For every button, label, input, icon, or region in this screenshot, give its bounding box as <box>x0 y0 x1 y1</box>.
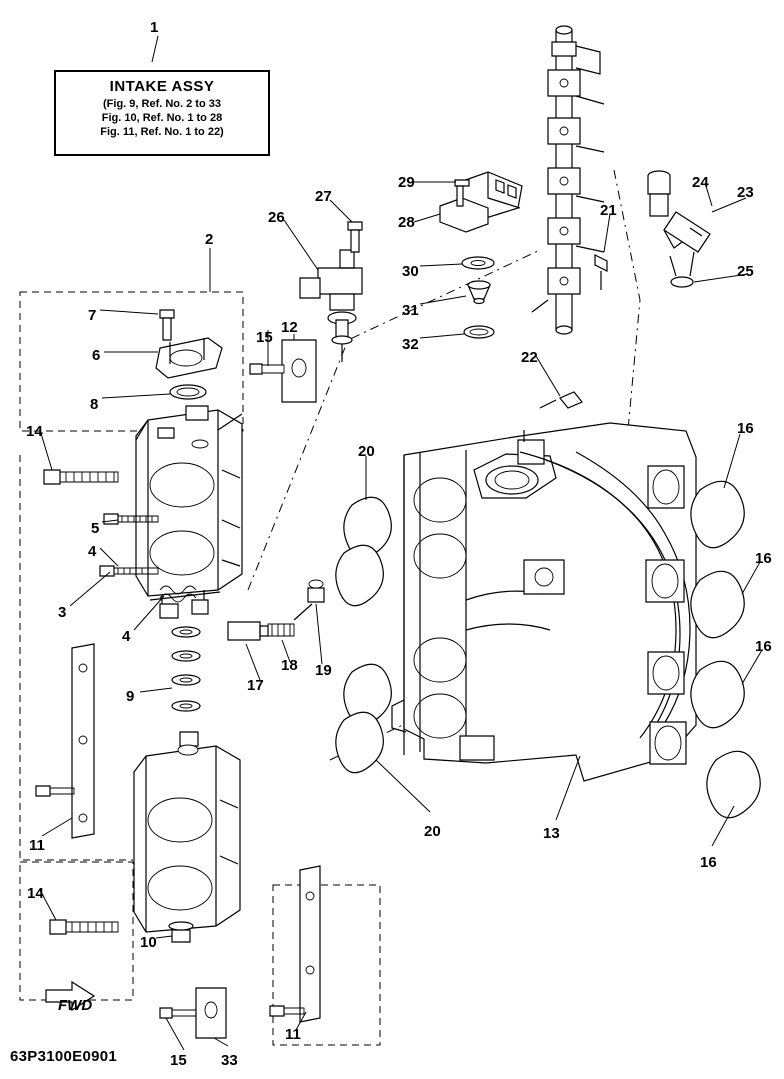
callout-11-bottom: 11 <box>285 1026 301 1043</box>
figure-code: 63P3100E0901 <box>10 1048 118 1065</box>
fwd-direction-label: FWD <box>58 997 93 1014</box>
title-box-ref-line-3: Fig. 11, Ref. No. 1 to 22) <box>100 125 224 138</box>
callout-9: 9 <box>126 688 135 705</box>
callout-6: 6 <box>92 347 101 364</box>
callout-15-upper: 15 <box>256 329 273 346</box>
callout-33: 33 <box>221 1052 238 1069</box>
callout-7: 7 <box>88 307 97 324</box>
callout-20-upper: 20 <box>358 443 375 460</box>
callout-31: 31 <box>402 302 419 319</box>
callout-27: 27 <box>315 188 332 205</box>
callout-21: 21 <box>600 202 617 219</box>
callout-14-lower: 14 <box>27 885 44 902</box>
callout-16-d: 16 <box>700 854 717 871</box>
callout-16-c: 16 <box>755 638 772 655</box>
callout-3: 3 <box>58 604 67 621</box>
callout-13: 13 <box>543 825 560 842</box>
callout-20-lower: 20 <box>424 823 441 840</box>
callout-30: 30 <box>402 263 419 280</box>
callout-16-a: 16 <box>737 420 754 437</box>
callout-8: 8 <box>90 396 99 413</box>
callout-11-left: 11 <box>29 837 45 854</box>
callout-23: 23 <box>737 184 754 201</box>
callout-28: 28 <box>398 214 415 231</box>
callout-17: 17 <box>247 677 264 694</box>
callout-25: 25 <box>737 263 754 280</box>
callout-2: 2 <box>205 231 214 248</box>
title-box-ref-line-1: (Fig. 9, Ref. No. 2 to 33 <box>103 98 221 110</box>
callout-16-b: 16 <box>755 550 772 567</box>
callout-19: 19 <box>315 662 332 679</box>
title-box-ref-line-2: Fig. 10, Ref. No. 1 to 28 <box>101 111 223 124</box>
callout-4-lower: 4 <box>122 628 131 645</box>
callout-12: 12 <box>281 319 298 336</box>
callout-26: 26 <box>268 209 285 226</box>
title-box-heading: INTAKE ASSY <box>109 78 215 95</box>
callout-29: 29 <box>398 174 415 191</box>
callout-10: 10 <box>140 934 157 951</box>
callout-15-lower: 15 <box>170 1052 187 1069</box>
callout-5: 5 <box>91 520 100 537</box>
callout-24: 24 <box>692 174 709 191</box>
intake-assy-title-box <box>54 70 270 156</box>
callout-14-upper: 14 <box>26 423 43 440</box>
callout-1: 1 <box>150 19 159 36</box>
callout-18: 18 <box>281 657 298 674</box>
callout-22: 22 <box>521 349 538 366</box>
callout-4-upper: 4 <box>88 543 97 560</box>
callout-32: 32 <box>402 336 419 353</box>
